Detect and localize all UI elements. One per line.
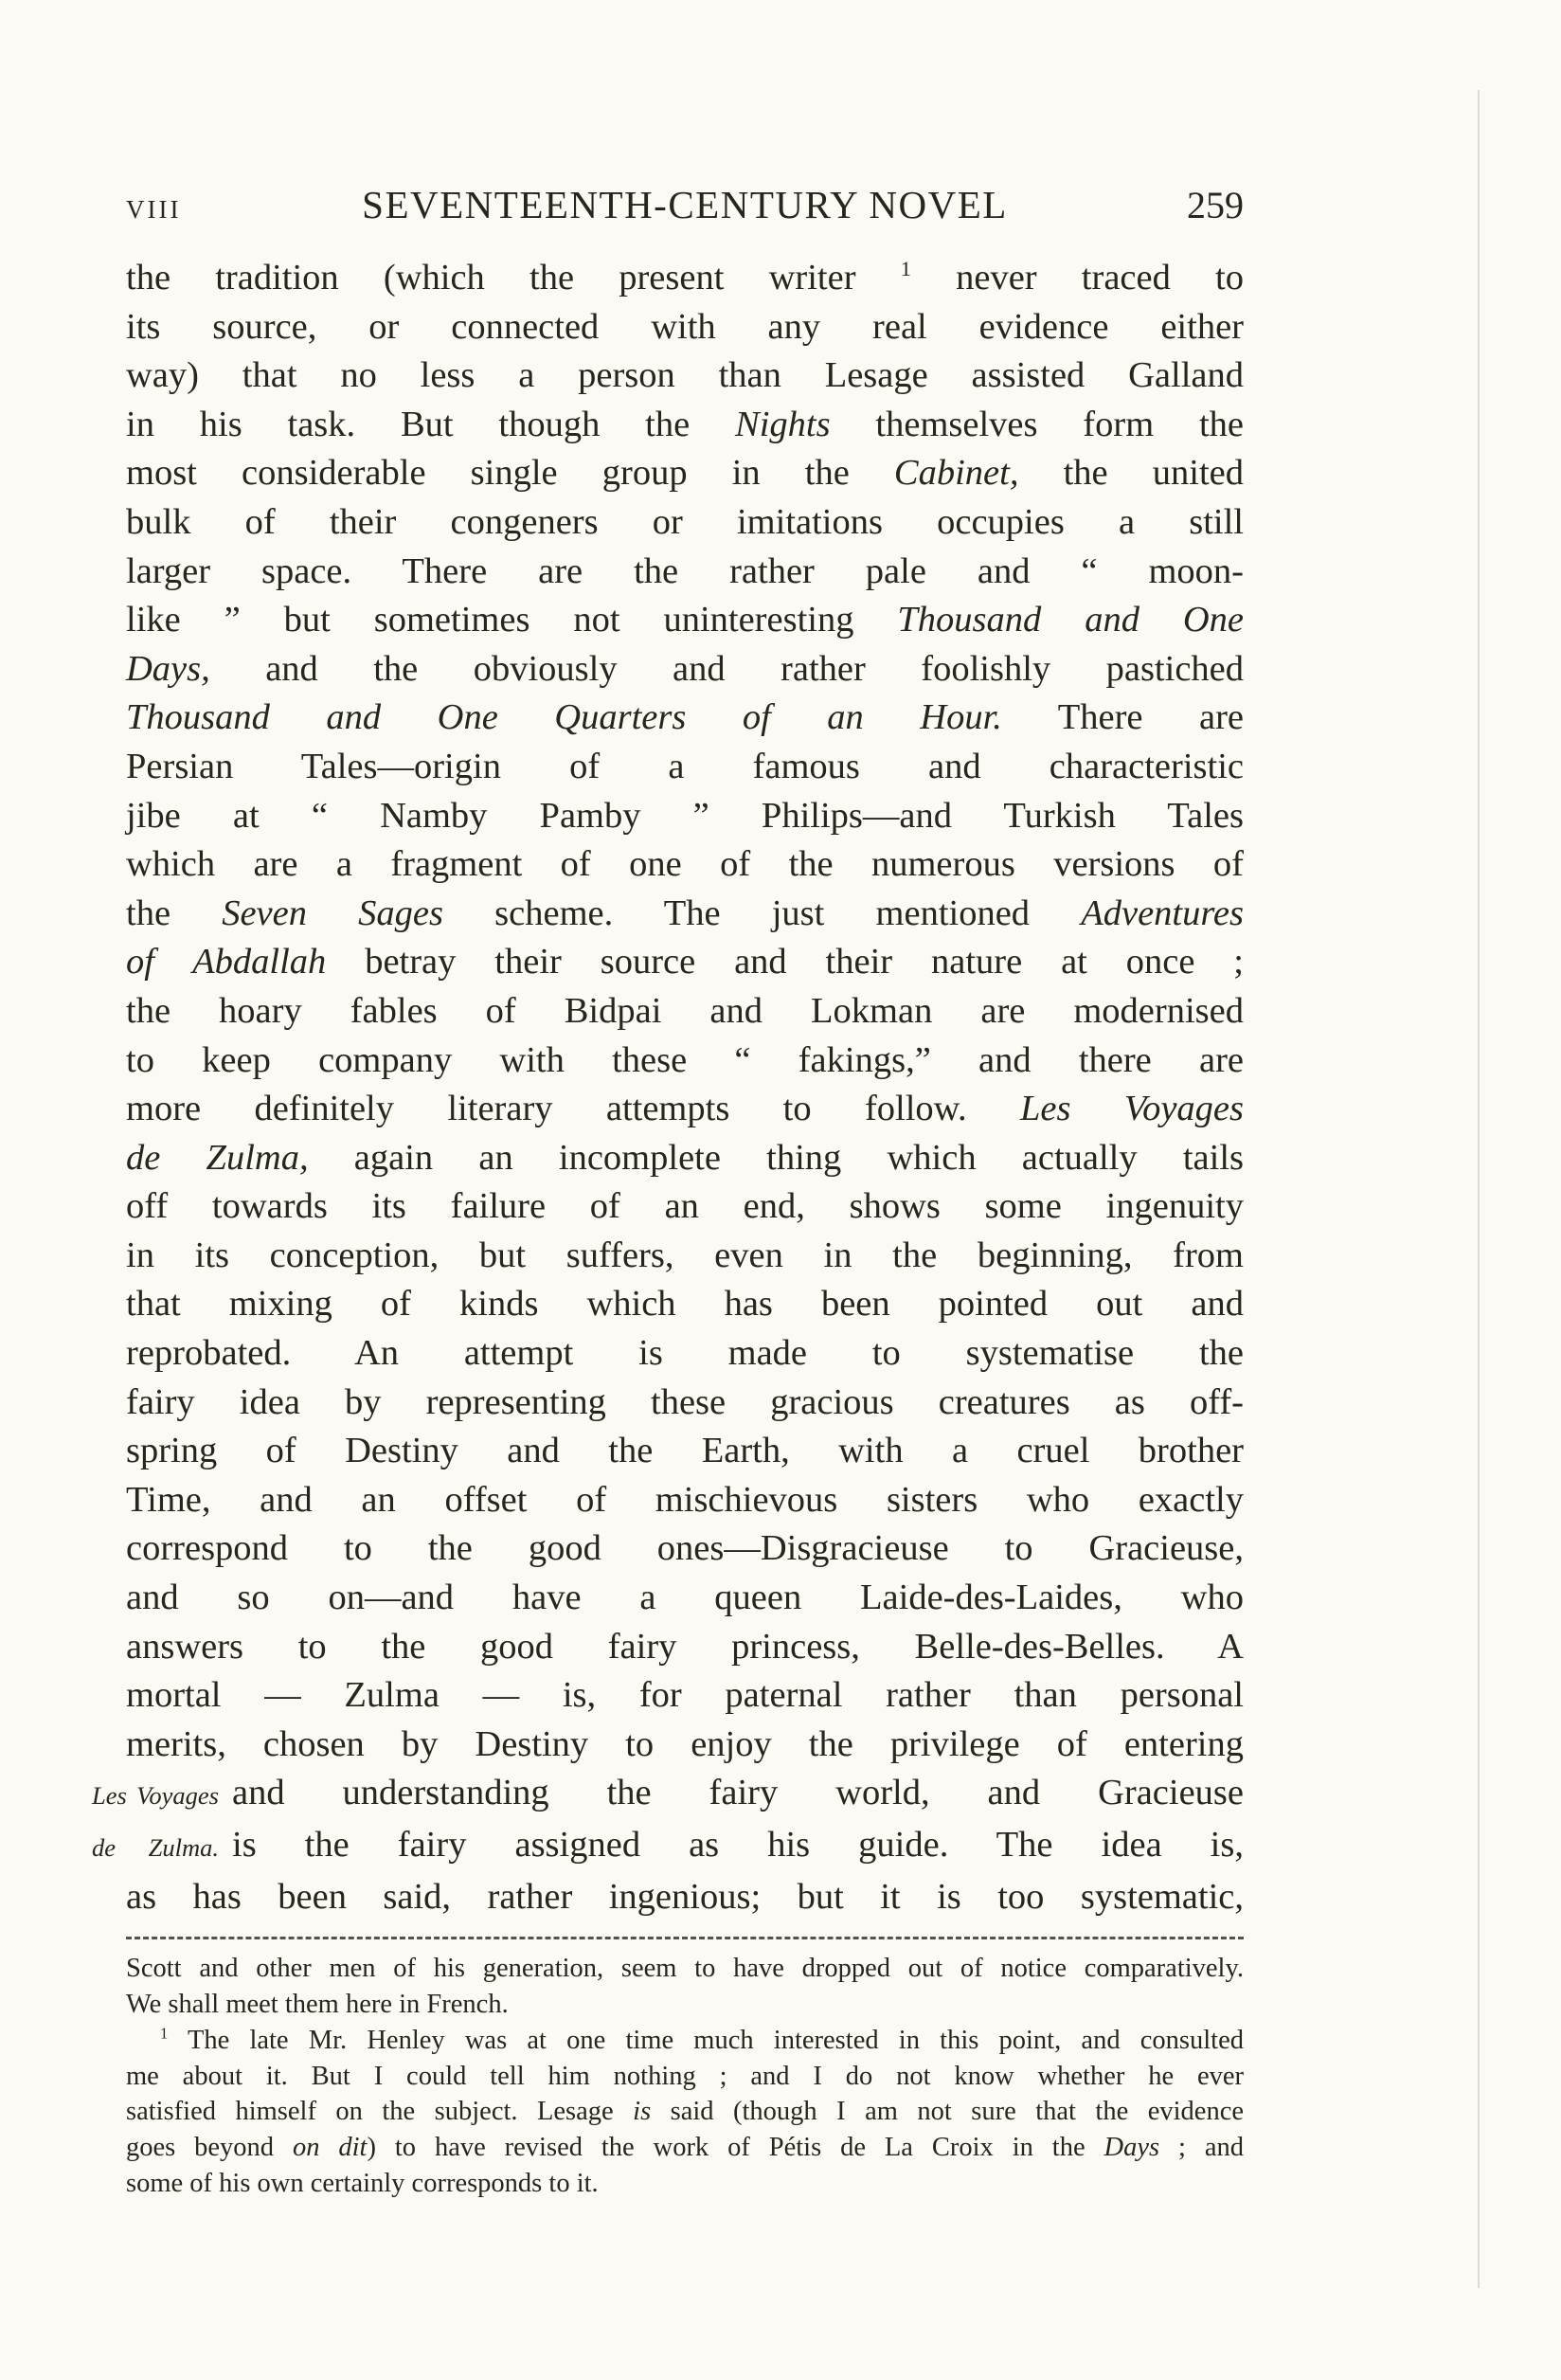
footnote-reference: 1 [160, 2024, 169, 2043]
body-line [126, 987, 1244, 1037]
text-segment: scheme. The just mentioned [442, 892, 1082, 933]
text-segment: some of his own certainly corresponds to it. [126, 2168, 599, 2198]
text-segment: and the obviously and rather foolishly pastiched [209, 648, 1244, 689]
body-line [126, 1182, 1244, 1232]
footnote-line [126, 2166, 1244, 2202]
text-segment: We shall meet them here in French. [126, 1989, 509, 2019]
text-segment: more definitely literary attempts to follow. [126, 1089, 1020, 1129]
body-line [126, 1379, 1244, 1428]
body-line [126, 694, 1244, 743]
text-segment: betray their source and their nature at once ; [326, 942, 1245, 983]
text-segment: off towards its failure of an end, shows some ingenuity [126, 1186, 1244, 1227]
marginal-sidenote: de Zulma. [92, 1833, 219, 1862]
page-number: 259 [1187, 184, 1244, 226]
text-segment: most considerable single group in the [126, 453, 894, 494]
text-segment: and so on—and have a queen Laide-des-Laides, who [126, 1578, 1244, 1618]
text-segment: the united [1018, 453, 1244, 494]
footnote-line [126, 1951, 1244, 1987]
italic-text: Thousand and One Quarters of an Hour. [126, 697, 1002, 738]
text-segment: as has been said, rather ingenious; but it is too systematic, [126, 1876, 1244, 1917]
body-line [126, 1329, 1244, 1379]
body-line [126, 1524, 1244, 1574]
italic-text: Nights [735, 404, 831, 444]
text-segment: its source, or connected with any real evidence either [126, 306, 1244, 347]
text-segment: themselves form the [830, 404, 1244, 444]
italic-text: on dit [292, 2133, 368, 2163]
text-block [92, 182, 1245, 2202]
text-segment: never traced to [910, 258, 1244, 298]
body-line [126, 352, 1244, 401]
body-line [126, 401, 1244, 450]
text-segment: and understanding the fairy world, and Gracieuse [232, 1773, 1244, 1813]
body-line [126, 1037, 1244, 1086]
body-line [126, 645, 1244, 694]
body-line [126, 890, 1244, 939]
body-line [126, 1623, 1244, 1672]
text-segment: Time, and an offset of mischievous sisters who exactly [126, 1479, 1244, 1520]
italic-text: Days, [126, 648, 210, 689]
text-segment: said (though I am not sure that the evidence [651, 2097, 1244, 2127]
footnote-separator [126, 1937, 1244, 1939]
text-segment: way) that no less a person than Lesage assisted Galland [126, 355, 1244, 396]
text-segment: fairy idea by representing these gracious creatures as off- [126, 1381, 1244, 1422]
italic-text: de Zulma, [126, 1137, 309, 1178]
text-segment: There are [1001, 697, 1244, 738]
text-segment: ; and [1159, 2133, 1244, 2163]
body-line [126, 254, 1244, 303]
body-line [126, 840, 1244, 890]
body-line [126, 743, 1244, 792]
italic-text: of Abdallah [126, 942, 327, 983]
text-segment: the [126, 892, 223, 933]
text-segment: Persian Tales—origin of a famous and characteristic [126, 746, 1244, 786]
text-segment: again an incomplete thing which actually tails [308, 1137, 1244, 1178]
text-segment: is the fairy assigned as his guide. The idea is, [232, 1825, 1244, 1865]
italic-text: is [633, 2097, 652, 2127]
body-line [126, 1427, 1244, 1476]
body-line [126, 1574, 1244, 1623]
footnote-line [126, 2059, 1244, 2095]
text-segment: merits, chosen by Destiny to enjoy the privilege of entering [126, 1723, 1244, 1764]
body-line [126, 548, 1244, 597]
text-segment: larger space. There are the rather pale and “ moon- [126, 550, 1244, 591]
text-segment: bulk of their congeners or imitations occupies a still [126, 501, 1244, 542]
body-line [92, 1769, 1244, 1821]
text-segment: the hoary fables of Bidpai and Lokman are modernised [126, 990, 1244, 1031]
text-segment: spring of Destiny and the Earth, with a cruel brother [126, 1431, 1244, 1471]
text-segment: the tradition (which the present writer [126, 258, 901, 298]
body-line [126, 1873, 1244, 1922]
body-line [126, 938, 1244, 987]
body-line [126, 1280, 1244, 1329]
text-segment: answers to the good fairy princess, Belle-des-Belles. A [126, 1626, 1244, 1667]
body-line [126, 1721, 1244, 1770]
body-text [92, 254, 1245, 1921]
text-segment: satisfied himself on the subject. Lesage [126, 2097, 634, 2127]
body-line [126, 792, 1244, 841]
body-line [126, 1134, 1244, 1183]
text-segment: me about it. But I could tell him nothing ; and I do not know whether he ever [126, 2061, 1244, 2091]
footnote-reference: 1 [900, 257, 911, 281]
running-title: SEVENTEENTH-CENTURY NOVEL [362, 183, 1008, 226]
body-line [126, 1671, 1244, 1721]
italic-text: Cabinet, [893, 453, 1019, 494]
body-line [126, 498, 1244, 548]
italic-text: Seven Sages [222, 892, 443, 933]
text-segment: The late Mr. Henley was at one time much interested in this point, and consulted [168, 2025, 1244, 2055]
body-line [126, 1476, 1244, 1525]
italic-text: Les Voyages [1019, 1089, 1244, 1129]
body-line [126, 1232, 1244, 1281]
page-edge-shadow [1478, 90, 1480, 2288]
footnote-line [126, 2023, 1244, 2059]
body-line-content [232, 1769, 1244, 1818]
body-line [126, 596, 1244, 645]
text-segment: that mixing of kinds which has been pointed out and [126, 1284, 1244, 1325]
footnote-line [126, 2094, 1244, 2130]
text-segment: like ” but sometimes not uninteresting [126, 600, 898, 640]
italic-text: Adventures [1081, 892, 1244, 933]
text-segment: correspond to the good ones—Disgracieuse to Gracieuse, [126, 1528, 1244, 1569]
footnotes [126, 1951, 1244, 2202]
text-segment: mortal — Zulma — is, for paternal rather than personal [126, 1675, 1244, 1716]
body-line-content [232, 1821, 1244, 1870]
marginal-sidenote: Les Voyages [92, 1781, 219, 1811]
text-segment: which are a fragment of one of the numerous versions of [126, 844, 1244, 885]
text-segment: to keep company with these “ fakings,” and there are [126, 1039, 1244, 1080]
text-segment: in its conception, but suffers, even in the beginning, from [126, 1235, 1244, 1275]
italic-text: Thousand and One [897, 600, 1245, 640]
page-header [126, 182, 1244, 227]
body-line [92, 1821, 1244, 1873]
text-segment: in his task. But though the [126, 404, 736, 444]
text-segment: ) to have revised the work of Pétis de La Croix in the [367, 2133, 1104, 2163]
italic-text: Days [1103, 2133, 1160, 2163]
text-segment: Scott and other men of his generation, seem to have dropped out of notice comparatively. [126, 1954, 1244, 1984]
text-segment: reprobated. An attempt is made to systematise the [126, 1333, 1244, 1374]
body-line [126, 449, 1244, 498]
footnote-line [126, 1987, 1244, 2023]
body-line [126, 1085, 1244, 1134]
text-segment: goes beyond [126, 2133, 293, 2163]
body-line [126, 303, 1244, 352]
text-segment: jibe at “ Namby Pamby ” Philips—and Turkish Tales [126, 795, 1244, 836]
chapter-number: VIII [126, 195, 182, 224]
footnote-line [126, 2130, 1244, 2166]
